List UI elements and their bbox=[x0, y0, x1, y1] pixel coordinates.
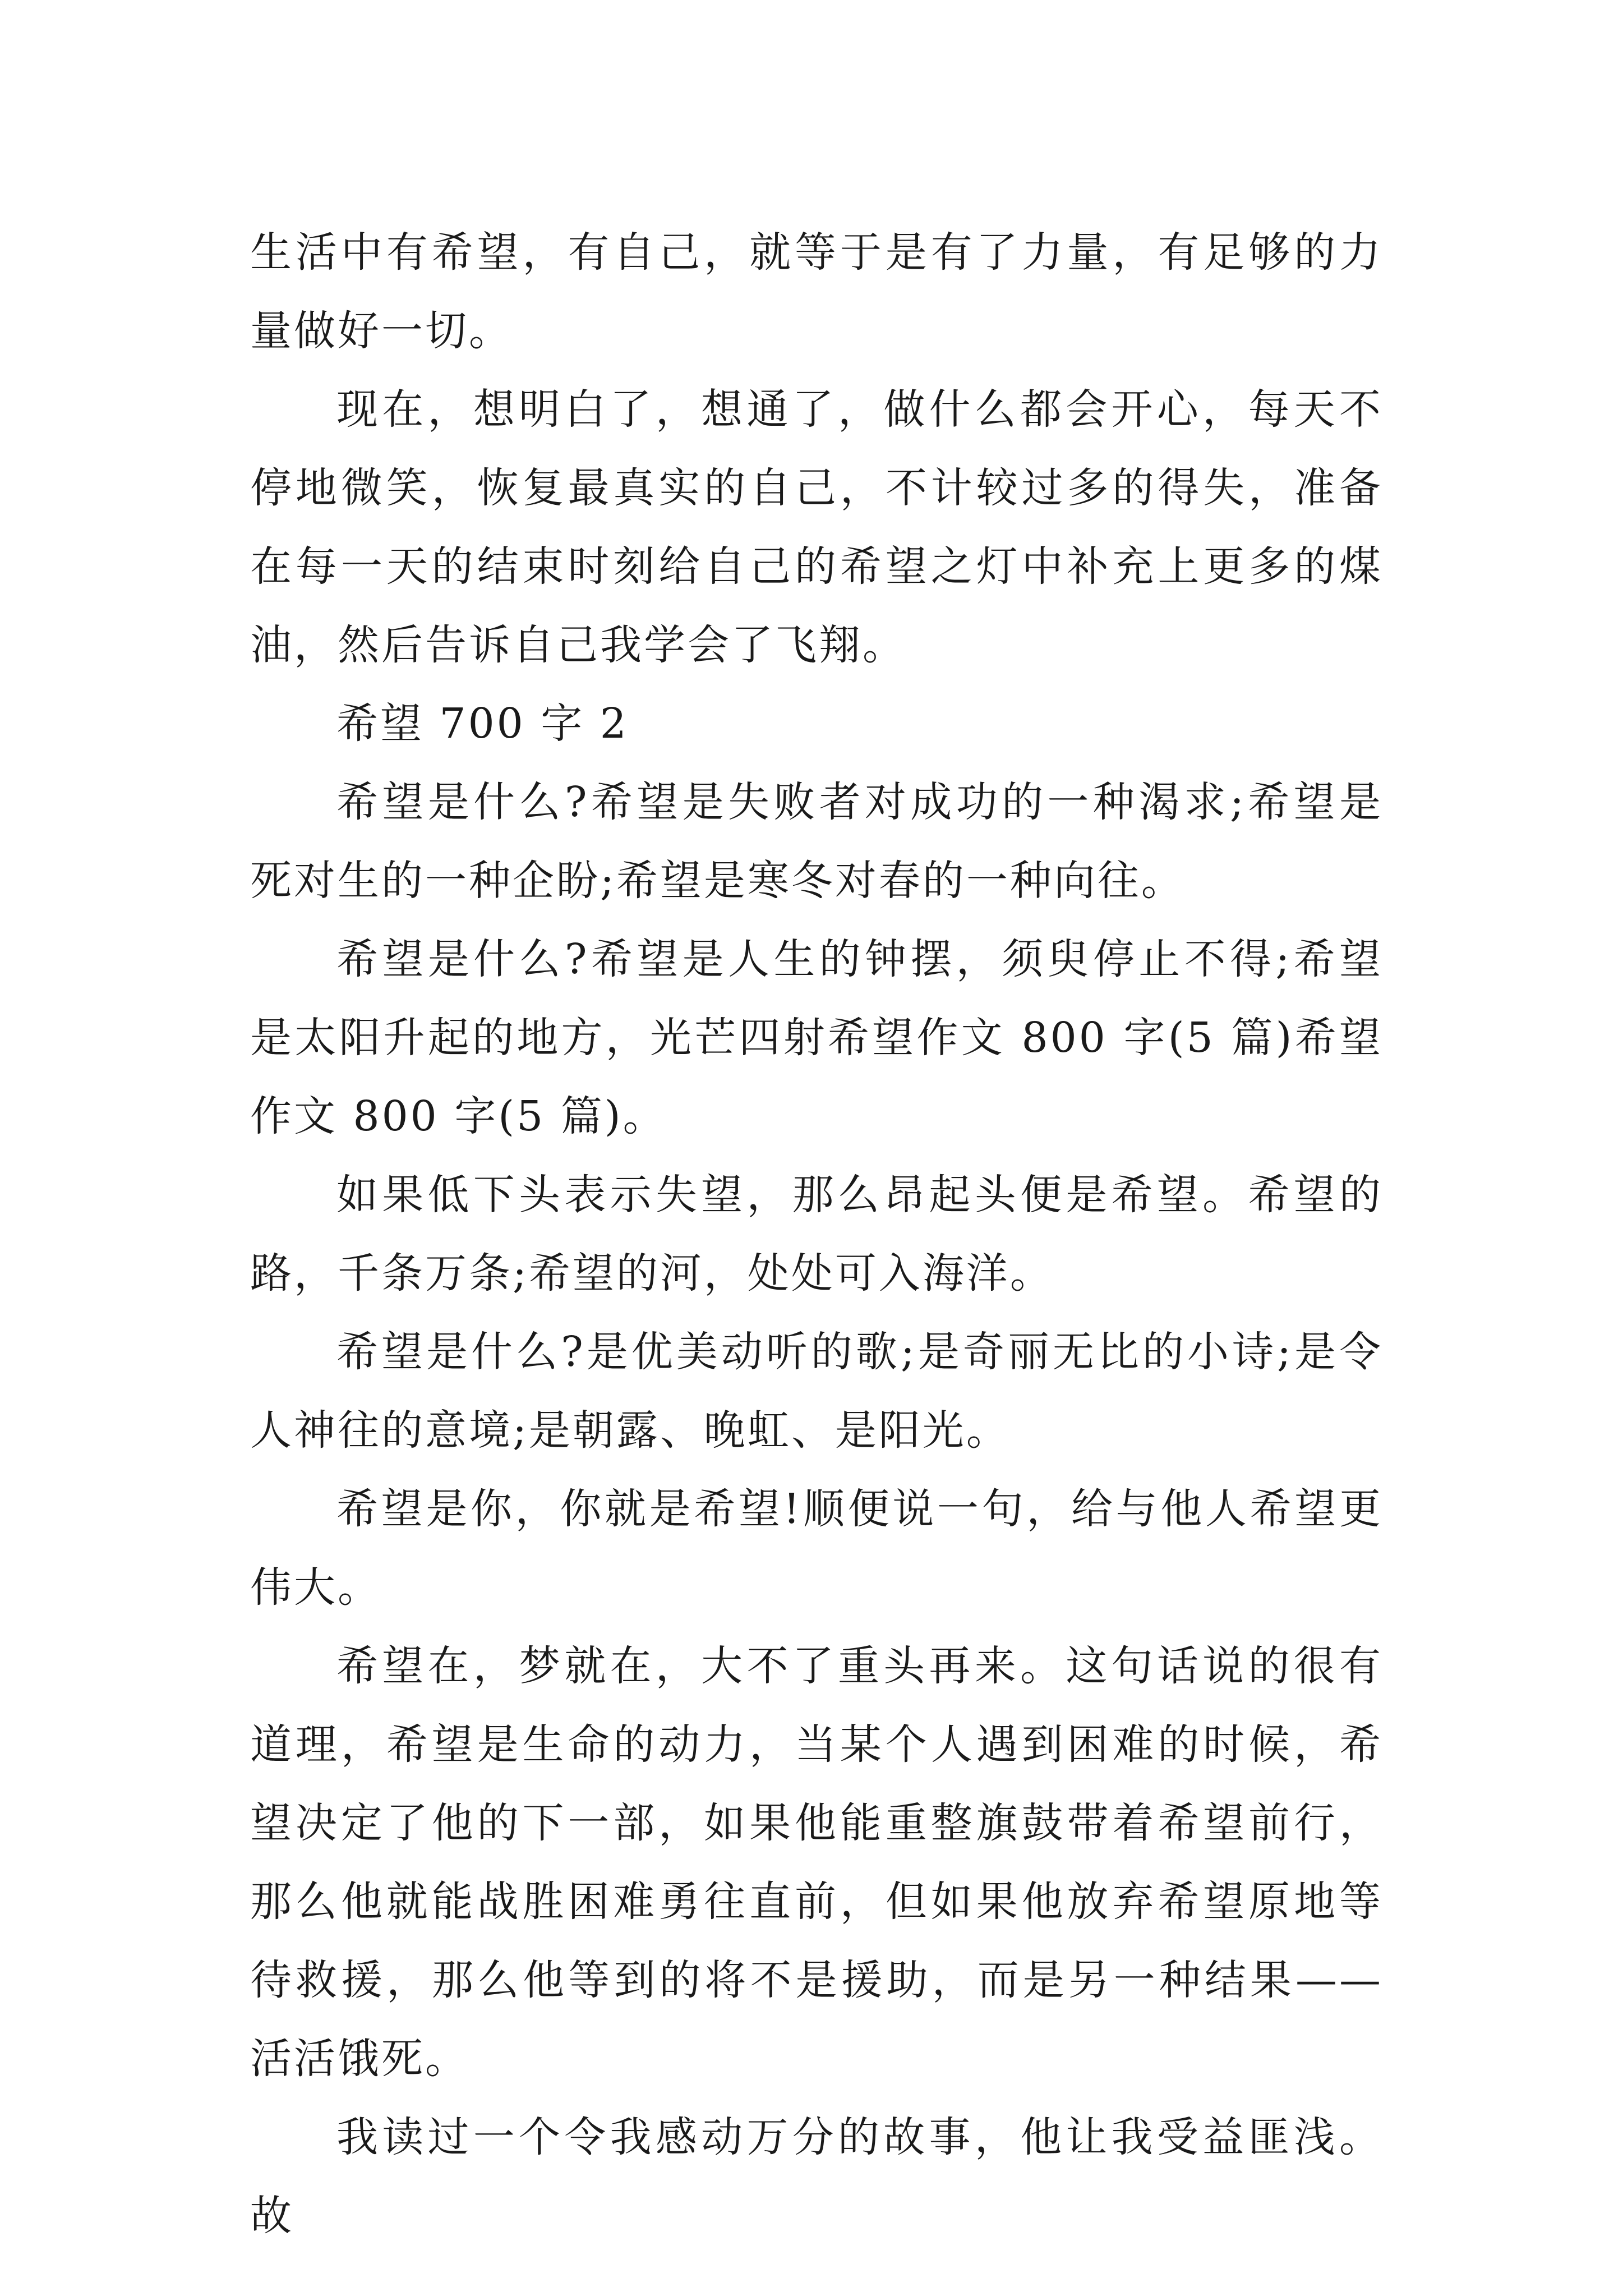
paragraph-1: 生活中有希望，有自己，就等于是有了力量，有足够的力量做好一切。 bbox=[250, 228, 1383, 355]
paragraph-5: 如果低下头表示失望，那么昂起头便是希望。希望的路，千条万条;希望的河，处处可入海洋。 bbox=[250, 1171, 1383, 1297]
paragraph-6: 希望是什么?是优美动听的歌;是奇丽无比的小诗;是令人神往的意境;是朝露、晚虹、是阳光。 bbox=[250, 1328, 1383, 1455]
paragraph-8: 希望在，梦就在，大不了重头再来。这句话说的很有道理，希望是生命的动力，当某个人遇到困难的时候，希望决定了他的下一部，如果他能重整旗鼓带着希望前行，那么他就能战胜困难勇往直前，但如果他放弃希望原地等待救援，那么他等到的将不是援助，而是另一种结果——活活饿死。 bbox=[250, 1642, 1383, 2083]
paragraph-3: 希望是什么?希望是失败者对成功的一种渴求;希望是死对生的一种企盼;希望是寒冬对春的一种向往。 bbox=[250, 778, 1383, 905]
paragraph-9: 我读过一个令我感动万分的故事，他让我受益匪浅。故 bbox=[250, 2113, 1383, 2240]
paragraph-7: 希望是你，你就是希望!顺便说一句，给与他人希望更伟大。 bbox=[250, 1485, 1383, 1612]
paragraph-2: 现在，想明白了，想通了，做什么都会开心，每天不停地微笑，恢复最真实的自己，不计较过多的得失，准备在每一天的结束时刻给自己的希望之灯中补充上更多的煤油，然后告诉自己我学会了飞翔。 bbox=[250, 385, 1383, 669]
paragraph-4: 希望是什么?希望是人生的钟摆，须臾停止不得;希望是太阳升起的地方，光芒四射希望作文 800 字(5 篇)希望作文 800 字(5 篇)。 bbox=[250, 935, 1383, 1140]
document-body bbox=[250, 213, 1383, 2255]
section-heading: 希望 700 字 2 bbox=[336, 700, 629, 748]
